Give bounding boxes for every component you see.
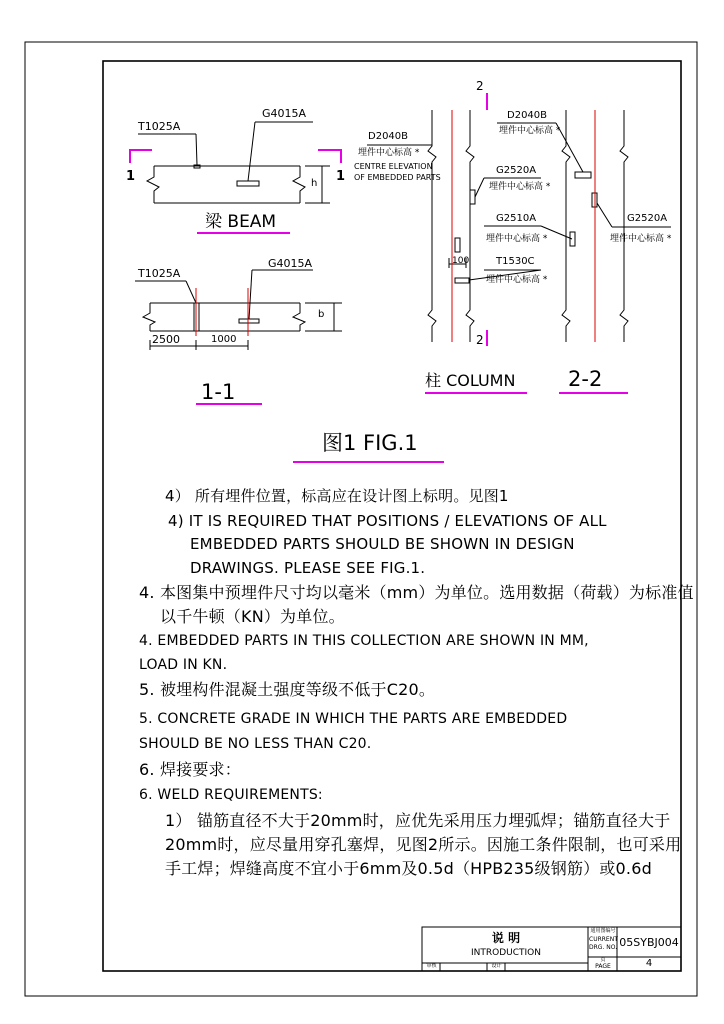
label-elev-en-1: CENTRE ELEVATION [354, 162, 433, 171]
title-block-collection-label-cn: 通用图编号 [590, 928, 616, 934]
label-elev-cn-5: 埋件中心标高 * [486, 275, 548, 285]
column-caption: 柱 COLUMN [425, 371, 516, 390]
note-line: 以千牛顿（KN）为单位。 [160, 607, 345, 626]
note-line: 手工焊；焊缝高度不宜小于6mm及0.5d（HPB235级钢筋）或0.6d [165, 859, 652, 878]
dim-100: 100 [452, 256, 470, 266]
note-line: SHOULD BE NO LESS THAN C20. [139, 736, 372, 752]
note-line: 4. EMBEDDED PARTS IN THIS COLLECTION ARE SHOWN IN MM, [139, 633, 589, 649]
column-elevation [367, 110, 671, 342]
label-t1530c: T1530C [496, 256, 535, 267]
note-line: DRAWINGS. PLEASE SEE FIG.1. [190, 559, 426, 577]
label-t1025a-beam: T1025A [138, 120, 181, 133]
title-block-page-no: 4 [645, 958, 653, 969]
label-d2040b-right: D2040B [507, 110, 548, 121]
section-2-2-caption: 2-2 [568, 367, 603, 391]
note-line: 5. 被埋构件混凝土强度等级不低于C20。 [139, 680, 436, 699]
note-line: 4. 本图集中预埋件尺寸均以毫米（mm）为单位。选用数据（荷载）为标准值 [139, 583, 694, 602]
title-block-page-label-cn: 页 [600, 957, 606, 963]
label-elev-cn-3: 埋件中心标高 * [489, 182, 551, 192]
label-g2520a-right: G2520A [627, 213, 668, 224]
figure-title: 图1 FIG.1 [322, 431, 418, 455]
title-block-collection-label-en-2: DRG. NO. [589, 944, 618, 951]
section-1-1-caption: 1-1 [201, 380, 236, 404]
note-line: 20mm时，应尽量用穿孔塞焊，见图2所示。因施工条件限制，也可采用 [165, 835, 682, 854]
note-line: 6. WELD REQUIREMENTS: [139, 787, 323, 803]
label-elev-cn-2: 埋件中心标高 * [499, 126, 561, 136]
section-mark-left: 1 [126, 169, 136, 184]
label-g2520a-left: G2520A [496, 165, 537, 176]
label-elev-en-2: OF EMBEDDED PARTS [354, 173, 441, 182]
title-block-title-cn: 说 明 [491, 931, 521, 945]
label-g4015a-section: G4015A [268, 257, 313, 270]
section-mark-right: 1 [336, 169, 346, 184]
title-block-page-label-en: PAGE [595, 963, 611, 970]
beam-section-markers [130, 150, 341, 163]
dim-h: h [311, 178, 318, 189]
note-line: EMBEDDED PARTS SHOULD BE SHOWN IN DESIGN [190, 535, 575, 553]
note-line: 4） 所有埋件位置，标高应在设计图上标明。见图1 [165, 487, 509, 505]
note-line: 4) IT IS REQUIRED THAT POSITIONS / ELEVATIONS OF ALL [168, 512, 607, 530]
title-block-designed: 设计 [491, 963, 502, 969]
note-line: 1） 锚筋直径不大于20mm时，应优先采用压力埋弧焊；锚筋直径大于 [165, 811, 671, 830]
dim-2500: 2500 [152, 333, 180, 346]
label-elev-cn-1: 埋件中心标高 * [358, 148, 420, 158]
note-line: 5. CONCRETE GRADE IN WHICH THE PARTS ARE EMBEDDED [139, 711, 568, 727]
note-line: 6. 焊接要求： [139, 760, 241, 779]
beam-elevation [138, 122, 330, 203]
title-block-drawing-no: 05SYBJ004 [619, 936, 679, 949]
label-t1025a-section: T1025A [138, 267, 181, 280]
label-g4015a-beam: G4015A [262, 107, 307, 120]
label-elev-cn-6: 埋件中心标高 * [610, 234, 672, 244]
beam-caption: 梁 BEAM [205, 212, 277, 232]
section-mark-2-bottom: 2 [476, 333, 484, 347]
dim-1000: 1000 [211, 334, 237, 345]
section-mark-2-top: 2 [476, 79, 484, 93]
dim-b: b [318, 309, 325, 320]
label-elev-cn-4: 埋件中心标高 * [486, 234, 548, 244]
title-block-title-en: INTRODUCTION [471, 948, 541, 958]
section-1-1-centerlines [196, 288, 248, 336]
label-d2040b-left: D2040B [368, 131, 409, 142]
title-block-collection-label-en-1: CURRENT [589, 936, 618, 943]
label-g2510a: G2510A [496, 213, 537, 224]
title-block-checked: 审核 [426, 963, 437, 969]
note-line: LOAD IN KN. [139, 657, 228, 673]
